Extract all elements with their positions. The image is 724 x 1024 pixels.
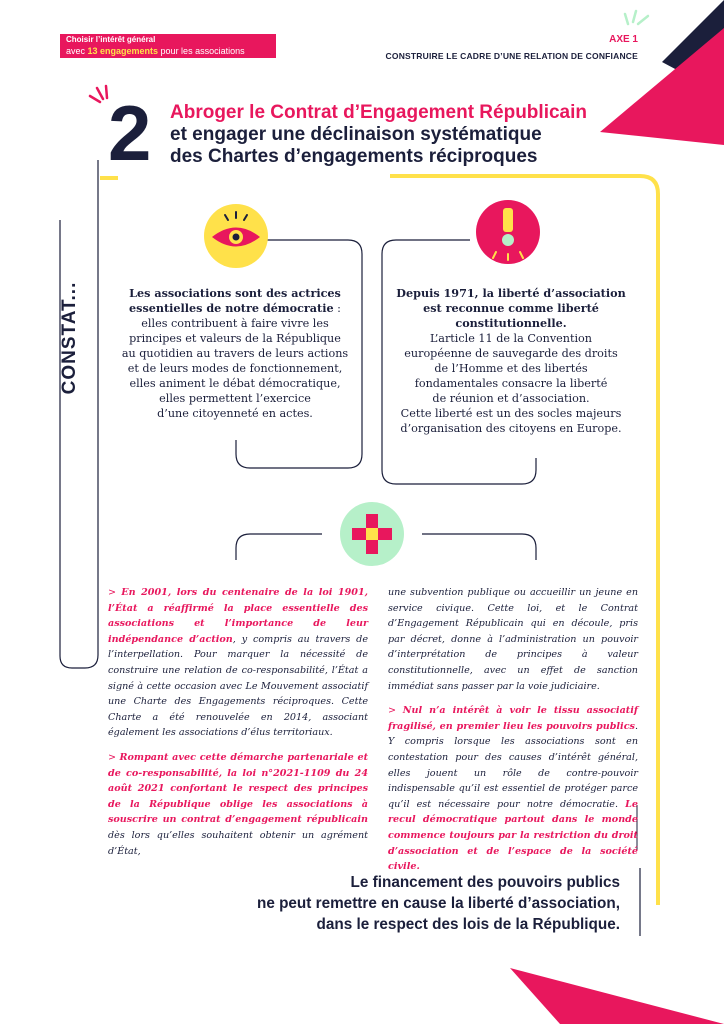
body-column-left	[108, 585, 368, 868]
section-title	[170, 102, 587, 168]
eye-icon	[204, 204, 268, 268]
header-line1: Choisir l’intérêt général	[66, 35, 156, 44]
body-paragraph: > En 2001, lors du centenaire de la loi 1901, l’État a réaffirmé la place essentielle des associations et l’importance de leur indépendance d’action, y compris au travers de l’interpellation. Pour marquer la nécessité de construire une relation de co-responsabilité, l’État a signé à cette occasion avec Le Mouvement associatif une Charte des Engagements réciproques. Cette Charte a été renouvelée en 2014, associant également les associations d’élus territoriaux.	[108, 587, 368, 739]
number-sparkle-icon	[90, 86, 107, 102]
bullet-arrow: >	[108, 587, 117, 598]
header-line2: avec 13 engagements pour les associations	[66, 46, 245, 56]
sparkle-icon	[625, 11, 648, 24]
body-paragraph: > Rompant avec cette démarche partenariale et de co-responsabilité, la loi n°2021-1109 du 24 août 2021 confortant le respect des principes de la République oblige les associations à souscrire un contrat d’engagement républicain dès lors qu’elles souhaitent obtenir un agrément d’État,	[108, 751, 368, 857]
bullet-arrow: >	[388, 705, 397, 717]
axis-label: AXE 1	[609, 34, 638, 45]
constat-label-wrap	[30, 278, 110, 398]
bullet-arrow: >	[108, 751, 117, 763]
navy-frame-line	[60, 160, 98, 668]
conclusion: Le financement des pouvoirs publics ne peut remettre en cause la liberté d’association, dans le respect des lois de la République.	[256, 874, 620, 933]
section-number: 2	[108, 89, 152, 177]
constat-left-text: Les associations sont des actrices essentielles de notre démocratie : elles contribuent à faire vivre les principes et valeurs de la République au quotidien au travers de leurs actions et de leurs modes de fonctionnement, elles animent le débat démocratique, elles permettent l’exercice d’une citoyenneté en actes.	[121, 286, 349, 420]
engagement-count: 13 engagements	[87, 46, 159, 56]
body-paragraph: une subvention publique ou accueillir un jeune en service civique. Cette loi, et le Contrat d’Engagement Républicain qui en découle, pris par décret, donne à l’administration un pouvoir d’interprétation de principes à valeur constitutionnelle, avec un effet de sanction immédiat sans passer par la voie judiciaire.	[388, 587, 638, 692]
constat-label: CONSTAT...	[59, 281, 80, 395]
plus-icon	[340, 502, 404, 566]
body-column-right	[388, 585, 638, 884]
axis-subtitle: CONSTRUIRE LE CADRE D’UNE RELATION DE CONFIANCE	[385, 51, 638, 61]
body-paragraph: > Nul n’a intérêt à voir le tissu associatif fragilisé, en premier lieu les pouvoirs publics. Y compris lorsque les associations sont en contestation pour des causes d’intérêt général, elles jouent un rôle de contre-pouvoir indispensable qu’il est essentiel de protéger parce qu’il est nécessaire pour notre démocratie. Le recul démocratique partout dans le monde commence toujours par la restriction du droit d’association et de l’espace de la société civile.	[388, 705, 638, 873]
title-line2: et engager une déclinaison systématique	[170, 124, 542, 145]
title-line3: des Chartes d’engagements réciproques	[170, 146, 538, 167]
exclamation-icon	[476, 200, 540, 264]
title-line1: Abroger le Contrat d’Engagement Républicain	[170, 102, 587, 123]
bottom-triangle-pink	[510, 968, 724, 1024]
constat-right-text: Depuis 1971, la liberté d’association est reconnue comme liberté constitutionnelle. L’article 11 de la Convention européenne de sauvegarde des droits de l’Homme et des libertés fondamentales consacre la liberté de réunion et d’association. Cette liberté est un des socles majeurs d’organisation des citoyens en Europe.	[396, 286, 626, 435]
corner-triangle-pink	[600, 28, 724, 145]
